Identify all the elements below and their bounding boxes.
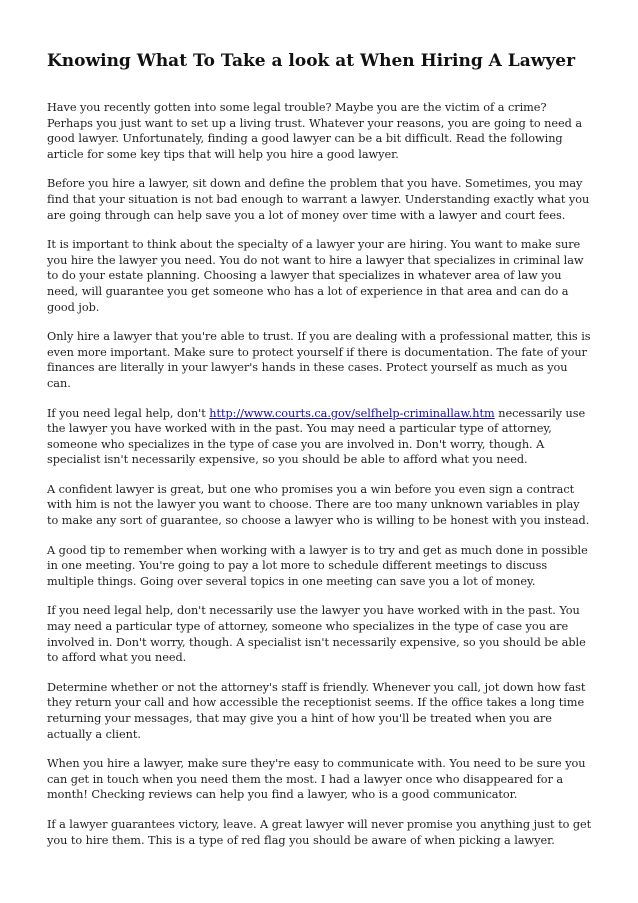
paragraph-communicate: When you hire a lawyer, make sure they're easy to communicate with. You need to be sure you can get in touch when you need them the most. I had a lawyer once who disappeared for a month! Checking reviews can help you find a lawyer, who is a good communicator.: [47, 757, 586, 802]
page-title: Knowing What To Take a look at When Hiring A Lawyer: [47, 51, 576, 71]
paragraph-legal-help-link: [47, 406, 592, 468]
paragraph-one-meeting: A good tip to remember when working with a lawyer is to try and get as much done in possible in one meeting. You're going to pay a lot more to schedule different meetings to discuss multiple things. Going over several topics in one meeting can save you a lot of money.: [47, 543, 588, 588]
paragraph-staff-friendly: Determine whether or not the attorney's staff is friendly. Whenever you call, jot down how fast they return your call and how accessible the receptionist seems. If the office takes a long time returning your messages, that may give you a hint of how you'll be treated when you are actually a client.: [47, 680, 586, 741]
link-paragraph-before: If you need legal help, don't: [47, 406, 210, 420]
courts-selfhelp-link[interactable]: http://www.courts.ca.gov/selfhelp-criminallaw.htm: [209, 406, 495, 420]
paragraph-confident-lawyer: A confident lawyer is great, but one who promises you a win before you even sign a contract with him is not the lawyer you want to choose. There are too many unknown variables in play to make any sort of guarantee, so choose a lawyer who is willing to be honest with you instead.: [47, 482, 590, 528]
paragraph-specialty: It is important to think about the specialty of a lawyer your are hiring. You want to make sure you hire the lawyer you need. You do not want to hire a lawyer that specializes in criminal law to do your estate planning. Choosing a lawyer that specializes in whatever area of law you need, will guarantee you get someone who has a lot of experience in that area and can do a good job.: [47, 238, 584, 314]
paragraph-guarantee-victory: If a lawyer guarantees victory, leave. A great lawyer will never promise you anything just to get you to hire them. This is a type of red flag you should be aware of when picking a lawyer.: [47, 817, 592, 847]
paragraph-intro: Have you recently gotten into some legal trouble? Maybe you are the victim of a crime? Perhaps you just want to set up a living trust. Whatever your reasons, you are going to need a good lawyer. Unfortunately, finding a good lawyer can be a bit difficult. Read the following article for some key tips that will help you hire a good lawyer.: [47, 101, 583, 161]
link-paragraph-after: necessarily use the lawyer you have worked with in the past. You may need a particular type of attorney, someone who specializes in the type of case you are involved in. Don't worry, though. A specialist isn't necessarily expensive, so you should be able to afford what you need.: [47, 406, 586, 467]
paragraph-trust: Only hire a lawyer that you're able to trust. If you are dealing with a professional matter, this is even more important. Make sure to protect yourself if there is documentation. The fate of your finances are literally in your lawyer's hands in these cases. Protect yourself as much as you can.: [47, 330, 591, 390]
paragraph-legal-help: If you need legal help, don't necessarily use the lawyer you have worked with in the past. You may need a particular type of attorney, someone who specializes in the type of case you are involved in. Don't worry, though. A specialist isn't necessarily expensive, so you should be able to afford what you need.: [47, 604, 586, 665]
paragraph-define-problem: Before you hire a lawyer, sit down and define the problem that you have. Sometimes, you may find that your situation is not bad enough to warrant a lawyer. Understanding exactly what you are going through can help save you a lot of money over time with a lawyer and court fees.: [47, 177, 590, 222]
